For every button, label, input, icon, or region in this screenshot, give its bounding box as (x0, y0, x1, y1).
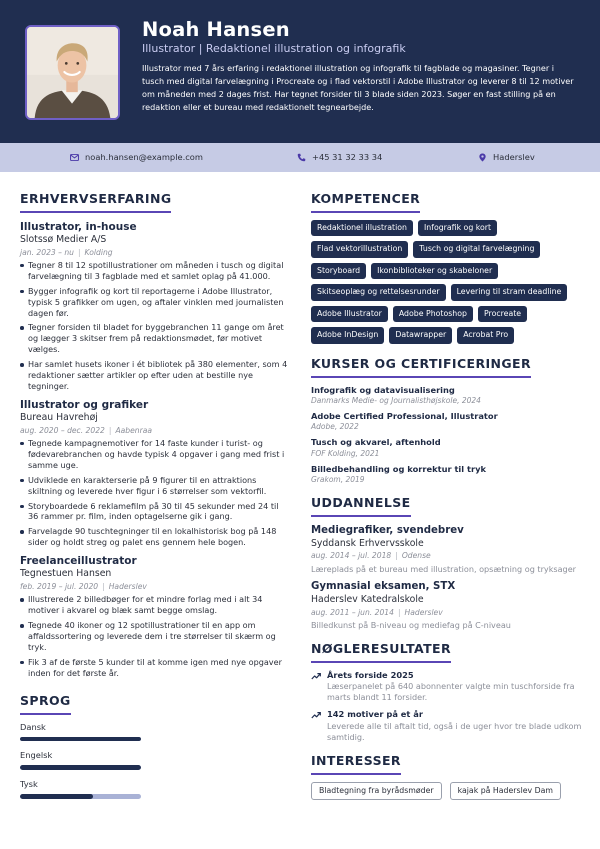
job-location: Kolding (84, 247, 113, 257)
job-meta (20, 582, 288, 592)
languages-heading: SPROG (20, 693, 71, 715)
skill-tag: Storyboard (311, 263, 366, 280)
education-school: Syddansk Erhvervsskole (311, 537, 424, 549)
education-desc: Billedkunst på B-niveau og mediefag på C-niveau (311, 620, 511, 631)
job-location: Aabenraa (115, 425, 153, 435)
skill-tag: Adobe Photoshop (393, 306, 473, 323)
course-name: Infografik og datavisualisering (311, 384, 455, 395)
education-dates: aug. 2014 – jul. 2018 (311, 551, 392, 561)
job-title: Illustrator | Redaktionel illustration og infografik (142, 42, 406, 55)
experience-heading: ERHVERVSERFARING (20, 191, 171, 213)
language-name: Tysk (20, 778, 38, 789)
job-company: Slotssø Medier A/S (20, 234, 107, 246)
skills-heading: KOMPETENCER (311, 191, 420, 213)
job-bullet: Tegnede 40 ikoner og 12 spotillustrationer til en app om affaldssortering og leverede dem i tre størrelser til skærm og tryk. (20, 620, 288, 653)
job-bullet: Har samlet husets ikoner i ét bibliotek på 380 elementer, som 4 redaktioner sætter artikler op efter uden at bestille nye tegninger. (20, 359, 288, 392)
skill-tag: Adobe Illustrator (311, 306, 388, 323)
interests-list (311, 782, 583, 801)
job-dates: aug. 2020 – dec. 2022 (20, 425, 105, 435)
course-item (311, 411, 583, 432)
location-text: Haderslev (493, 152, 535, 162)
skills-tags (311, 220, 576, 344)
job-dates: jan. 2023 – nu (20, 247, 74, 257)
job-company: Tegnestuen Hansen (20, 568, 112, 580)
contact-phone[interactable] (297, 152, 382, 163)
language-item (20, 750, 288, 770)
language-item (20, 779, 288, 799)
separator: | (102, 581, 105, 591)
education-location: Haderslev (404, 607, 443, 617)
course-meta: Adobe, 2022 (311, 422, 359, 432)
achievements-heading: NØGLERESULTATER (311, 641, 451, 663)
job-location: Haderslev (108, 581, 147, 591)
contact-location (478, 152, 535, 163)
job-company: Bureau Havrehøj (20, 412, 98, 424)
portrait-image (27, 27, 118, 118)
courses-list (311, 385, 583, 485)
skill-tag: Adobe InDesign (311, 327, 384, 344)
job-entry (20, 220, 288, 392)
interests-heading: INTERESSER (311, 753, 401, 775)
job-bullet: Udviklede en karakterserie på 9 figurer til en attraktions skiltning og leverede hver figur i 6 størrelser som vektorfil. (20, 475, 288, 497)
course-meta: Grakom, 2019 (311, 474, 365, 484)
achievement-desc: Leverede alle til aftalt tid, også i de uger hvor tre blade udkom samtidig. (327, 720, 582, 742)
education-meta (311, 551, 583, 561)
courses-heading: KURSER OG CERTIFICERINGER (311, 356, 531, 378)
job-bullet: Tegner forsiden til bladet for byggebranchen 11 gange om året og lægger 3 skitser frem på redaktionsmødet, før motivet vælges. (20, 322, 288, 355)
job-bullet: Fik 3 af de første 5 kunder til at komme igen med nye opgaver inden for det første år. (20, 657, 288, 679)
job-bullet: Tegner 8 til 12 spotillustrationer om måneden i tusch og digital farvelægning til 3 fagblade med et samlet oplag på 41.000. (20, 260, 288, 282)
achievement-item (311, 670, 583, 704)
education-degree: Gymnasial eksamen, STX (311, 581, 456, 593)
skill-tag: Redaktionel illustration (311, 220, 413, 237)
job-bullets (20, 438, 288, 548)
achievement-desc: Læserpanelet på 640 abonnenter valgte min tuschforside fra marts blandt 11 forsider. (327, 681, 575, 703)
language-level-fill (20, 737, 141, 742)
language-level-fill (20, 794, 93, 799)
education-item (311, 524, 583, 574)
left-column (20, 191, 288, 808)
course-name: Adobe Certified Professional, Illustrator (311, 411, 498, 422)
job-role: Freelanceillustrator (20, 555, 137, 568)
interest-tag: Bladtegning fra byrådsmøder (311, 782, 442, 801)
job-bullets (20, 260, 288, 392)
education-dates: aug. 2011 – jun. 2014 (311, 607, 394, 617)
skill-tag: Infografik og kort (418, 220, 497, 237)
separator: | (77, 247, 81, 257)
course-meta: FOF Kolding, 2021 (311, 448, 380, 458)
job-meta (20, 248, 288, 258)
job-entry (20, 554, 288, 678)
right-column (311, 191, 583, 800)
skill-tag: Levering til stram deadline (451, 284, 568, 301)
education-item (311, 580, 583, 630)
location-pin-icon (478, 153, 487, 162)
language-name: Dansk (20, 721, 46, 732)
course-name: Tusch og akvarel, aftenhold (311, 437, 441, 448)
skill-tag: Ikonbiblioteker og skabeloner (371, 263, 498, 280)
languages-list (20, 722, 288, 799)
job-bullets (20, 594, 288, 678)
skill-tag: Tusch og digital farvelægning (413, 241, 540, 258)
separator: | (395, 551, 398, 561)
job-role: Illustrator, in-house (20, 220, 137, 233)
language-level-fill (20, 765, 141, 770)
skill-tag: Acrobat Pro (457, 327, 514, 344)
phone-icon (297, 153, 306, 162)
education-heading: UDDANNELSE (311, 495, 411, 517)
job-bullet: Bygger infografik og kort til reportagerne i Adobe Illustrator, typisk 5 grafikker om ugen, og aftaler vinklen med journalisten dagen før. (20, 286, 288, 319)
job-meta (20, 426, 288, 436)
skill-tag: Datawrapper (389, 327, 452, 344)
job-bullet: Illustrerede 2 billedbøger for et mindre forlag med i alt 34 motiver i akvarel og blæk samt begge omslag. (20, 594, 288, 616)
job-role: Illustrator og grafiker (20, 398, 149, 411)
skill-tag: Procreate (478, 306, 527, 323)
profile-summary: Illustrator med 7 års erfaring i redaktionel illustration og infografik til fagblade og magasiner. Tegner i tusch med digital farvelægning i Procreate og i flad vektorstil i Adobe Illustrator og leverer 8 til 12 motiver om måneden med 2 dages frist. Har tegnet forsider til 3 blade siden 2023. Søger en fast stilling på en redaktion eller et bureau med redaktionelt tegnearbejde. (142, 63, 574, 112)
language-level-bar (20, 737, 141, 742)
mail-icon (70, 153, 79, 162)
separator: | (397, 607, 401, 617)
job-bullet: Farvelagde 90 tuschtegninger til en lokalhistorisk bog på 148 sider og holdt streg og palet ens gennem hele bogen. (20, 526, 288, 548)
skill-tag: Flad vektorillustration (311, 241, 408, 258)
language-level-bar (20, 765, 141, 770)
education-desc: Læreplads på et bureau med illustration, opsætning og tryksager (311, 563, 576, 574)
language-name: Engelsk (20, 750, 53, 761)
email-text: noah.hansen@example.com (85, 152, 203, 162)
achievement-title: 142 motiver på et år (327, 709, 423, 720)
profile-photo (25, 25, 120, 120)
education-list (311, 524, 583, 631)
course-meta: Danmarks Medie- og Journalisthøjskole, 2024 (311, 396, 481, 406)
contact-email[interactable] (70, 152, 203, 163)
language-level-bar (20, 794, 141, 799)
course-item (311, 437, 583, 458)
language-item (20, 722, 288, 742)
course-item (311, 464, 583, 485)
course-item (311, 385, 583, 406)
person-name: Noah Hansen (142, 18, 290, 41)
interest-tag: kajak på Haderslev Dam (450, 782, 561, 801)
separator: | (108, 425, 112, 435)
job-bullet: Tegnede kampagnemotiver for 14 faste kunder i turist- og fødevarebranchen og havde typisk 4 opgaver i gang med frist i samme uge. (20, 438, 288, 471)
phone-text: +45 31 32 33 34 (312, 152, 383, 162)
job-bullet: Storyboardede 6 reklamefilm på 30 til 45 sekunder med 24 til 36 rammer pr. film, inden optagelserne gik i gang. (20, 501, 288, 523)
achievement-title: Årets forside 2025 (327, 669, 414, 680)
job-dates: feb. 2019 – jul. 2020 (20, 581, 99, 591)
education-location: Odense (401, 551, 431, 561)
education-degree: Mediegrafiker, svendebrev (311, 524, 464, 536)
job-entry (20, 398, 288, 548)
education-school: Haderslev Katedralskole (311, 594, 424, 606)
course-name: Billedbehandling og korrektur til tryk (311, 463, 486, 474)
achievement-item (311, 709, 583, 743)
trend-up-icon (311, 671, 321, 681)
achievements-list (311, 670, 583, 743)
header (0, 0, 600, 143)
education-meta (311, 608, 583, 618)
contact-bar (0, 143, 600, 172)
skill-tag: Skitseoplæg og rettelsesrunder (311, 284, 446, 301)
trend-up-icon (311, 710, 321, 720)
